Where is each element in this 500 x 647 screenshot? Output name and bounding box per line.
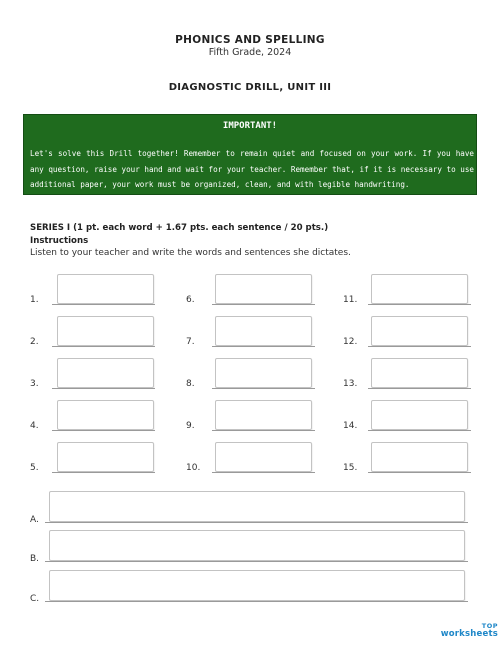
logo-top-text: TOP — [481, 622, 498, 630]
sentence-answer-line — [45, 561, 468, 562]
sentence-answer-box[interactable] — [49, 570, 465, 601]
word-item-number: 1. — [30, 295, 39, 305]
word-answer-line — [368, 388, 471, 389]
word-answer-box[interactable] — [215, 400, 312, 430]
word-answer-box[interactable] — [371, 274, 468, 304]
word-answer-box[interactable] — [215, 274, 312, 304]
word-answer-line — [368, 430, 471, 431]
word-answer-box[interactable] — [57, 274, 154, 304]
word-answer-line — [212, 472, 315, 473]
word-item-number: 4. — [30, 421, 39, 431]
word-answer-line — [212, 304, 315, 305]
word-answer-line — [52, 304, 155, 305]
word-item-number: 6. — [186, 295, 195, 305]
sentence-answer-box[interactable] — [49, 530, 465, 561]
notice-body: Let's solve this Drill together! Remember to remain quiet and focused on your work. If you have any question, raise your hand and wait for your teacher. Remember that, if it is necessary to use additional paper, your work must be organized, clean, and with legible handwriting. — [30, 149, 474, 189]
word-item-number: 3. — [30, 379, 39, 389]
sentence-item-letter: B. — [30, 554, 40, 564]
page-subtitle: Fifth Grade, 2024 — [208, 47, 292, 58]
page-title: PHONICS AND SPELLING — [175, 34, 325, 46]
sentence-item-letter: C. — [30, 594, 40, 604]
instructions-label: Instructions — [30, 236, 89, 246]
word-answer-line — [368, 472, 471, 473]
word-answer-box[interactable] — [371, 316, 468, 346]
series-title: SERIES I (1 pt. each word + 1.67 pts. each sentence / 20 pts.) — [30, 223, 329, 233]
word-answer-box[interactable] — [57, 358, 154, 388]
sentence-answer-box[interactable] — [49, 491, 465, 522]
word-item-number: 15. — [343, 463, 358, 473]
word-answer-box[interactable] — [371, 358, 468, 388]
word-answer-line — [368, 346, 471, 347]
word-answer-line — [212, 388, 315, 389]
word-item-number: 14. — [343, 421, 358, 431]
word-answer-box[interactable] — [371, 400, 468, 430]
word-item-number: 7. — [186, 337, 195, 347]
word-item-number: 2. — [30, 337, 39, 347]
word-answer-line — [52, 388, 155, 389]
drill-title: DIAGNOSTIC DRILL, UNIT III — [168, 82, 332, 93]
word-answer-line — [368, 304, 471, 305]
topworksheets-logo — [432, 622, 498, 639]
word-item-number: 10. — [186, 463, 201, 473]
logo-main-text: worksheets — [440, 629, 498, 639]
notice-heading: IMPORTANT! — [222, 121, 278, 131]
word-item-number: 12. — [343, 337, 358, 347]
word-answer-box[interactable] — [371, 442, 468, 472]
sentence-answer-line — [45, 601, 468, 602]
word-item-number: 9. — [186, 421, 195, 431]
word-item-number: 11. — [343, 295, 358, 305]
word-answer-box[interactable] — [57, 400, 154, 430]
word-answer-line — [52, 472, 155, 473]
important-notice — [23, 114, 477, 195]
word-answer-box[interactable] — [215, 358, 312, 388]
word-answer-box[interactable] — [57, 442, 154, 472]
word-answer-box[interactable] — [57, 316, 154, 346]
word-answer-line — [52, 430, 155, 431]
sentence-item-letter: A. — [30, 515, 39, 525]
word-item-number: 13. — [343, 379, 358, 389]
sentence-answer-line — [45, 522, 468, 523]
word-answer-box[interactable] — [215, 442, 312, 472]
word-answer-line — [212, 346, 315, 347]
word-item-number: 8. — [186, 379, 195, 389]
instructions-text: Listen to your teacher and write the words and sentences she dictates. — [30, 248, 351, 258]
word-answer-box[interactable] — [215, 316, 312, 346]
word-answer-line — [212, 430, 315, 431]
word-answer-line — [52, 346, 155, 347]
word-item-number: 5. — [30, 463, 39, 473]
